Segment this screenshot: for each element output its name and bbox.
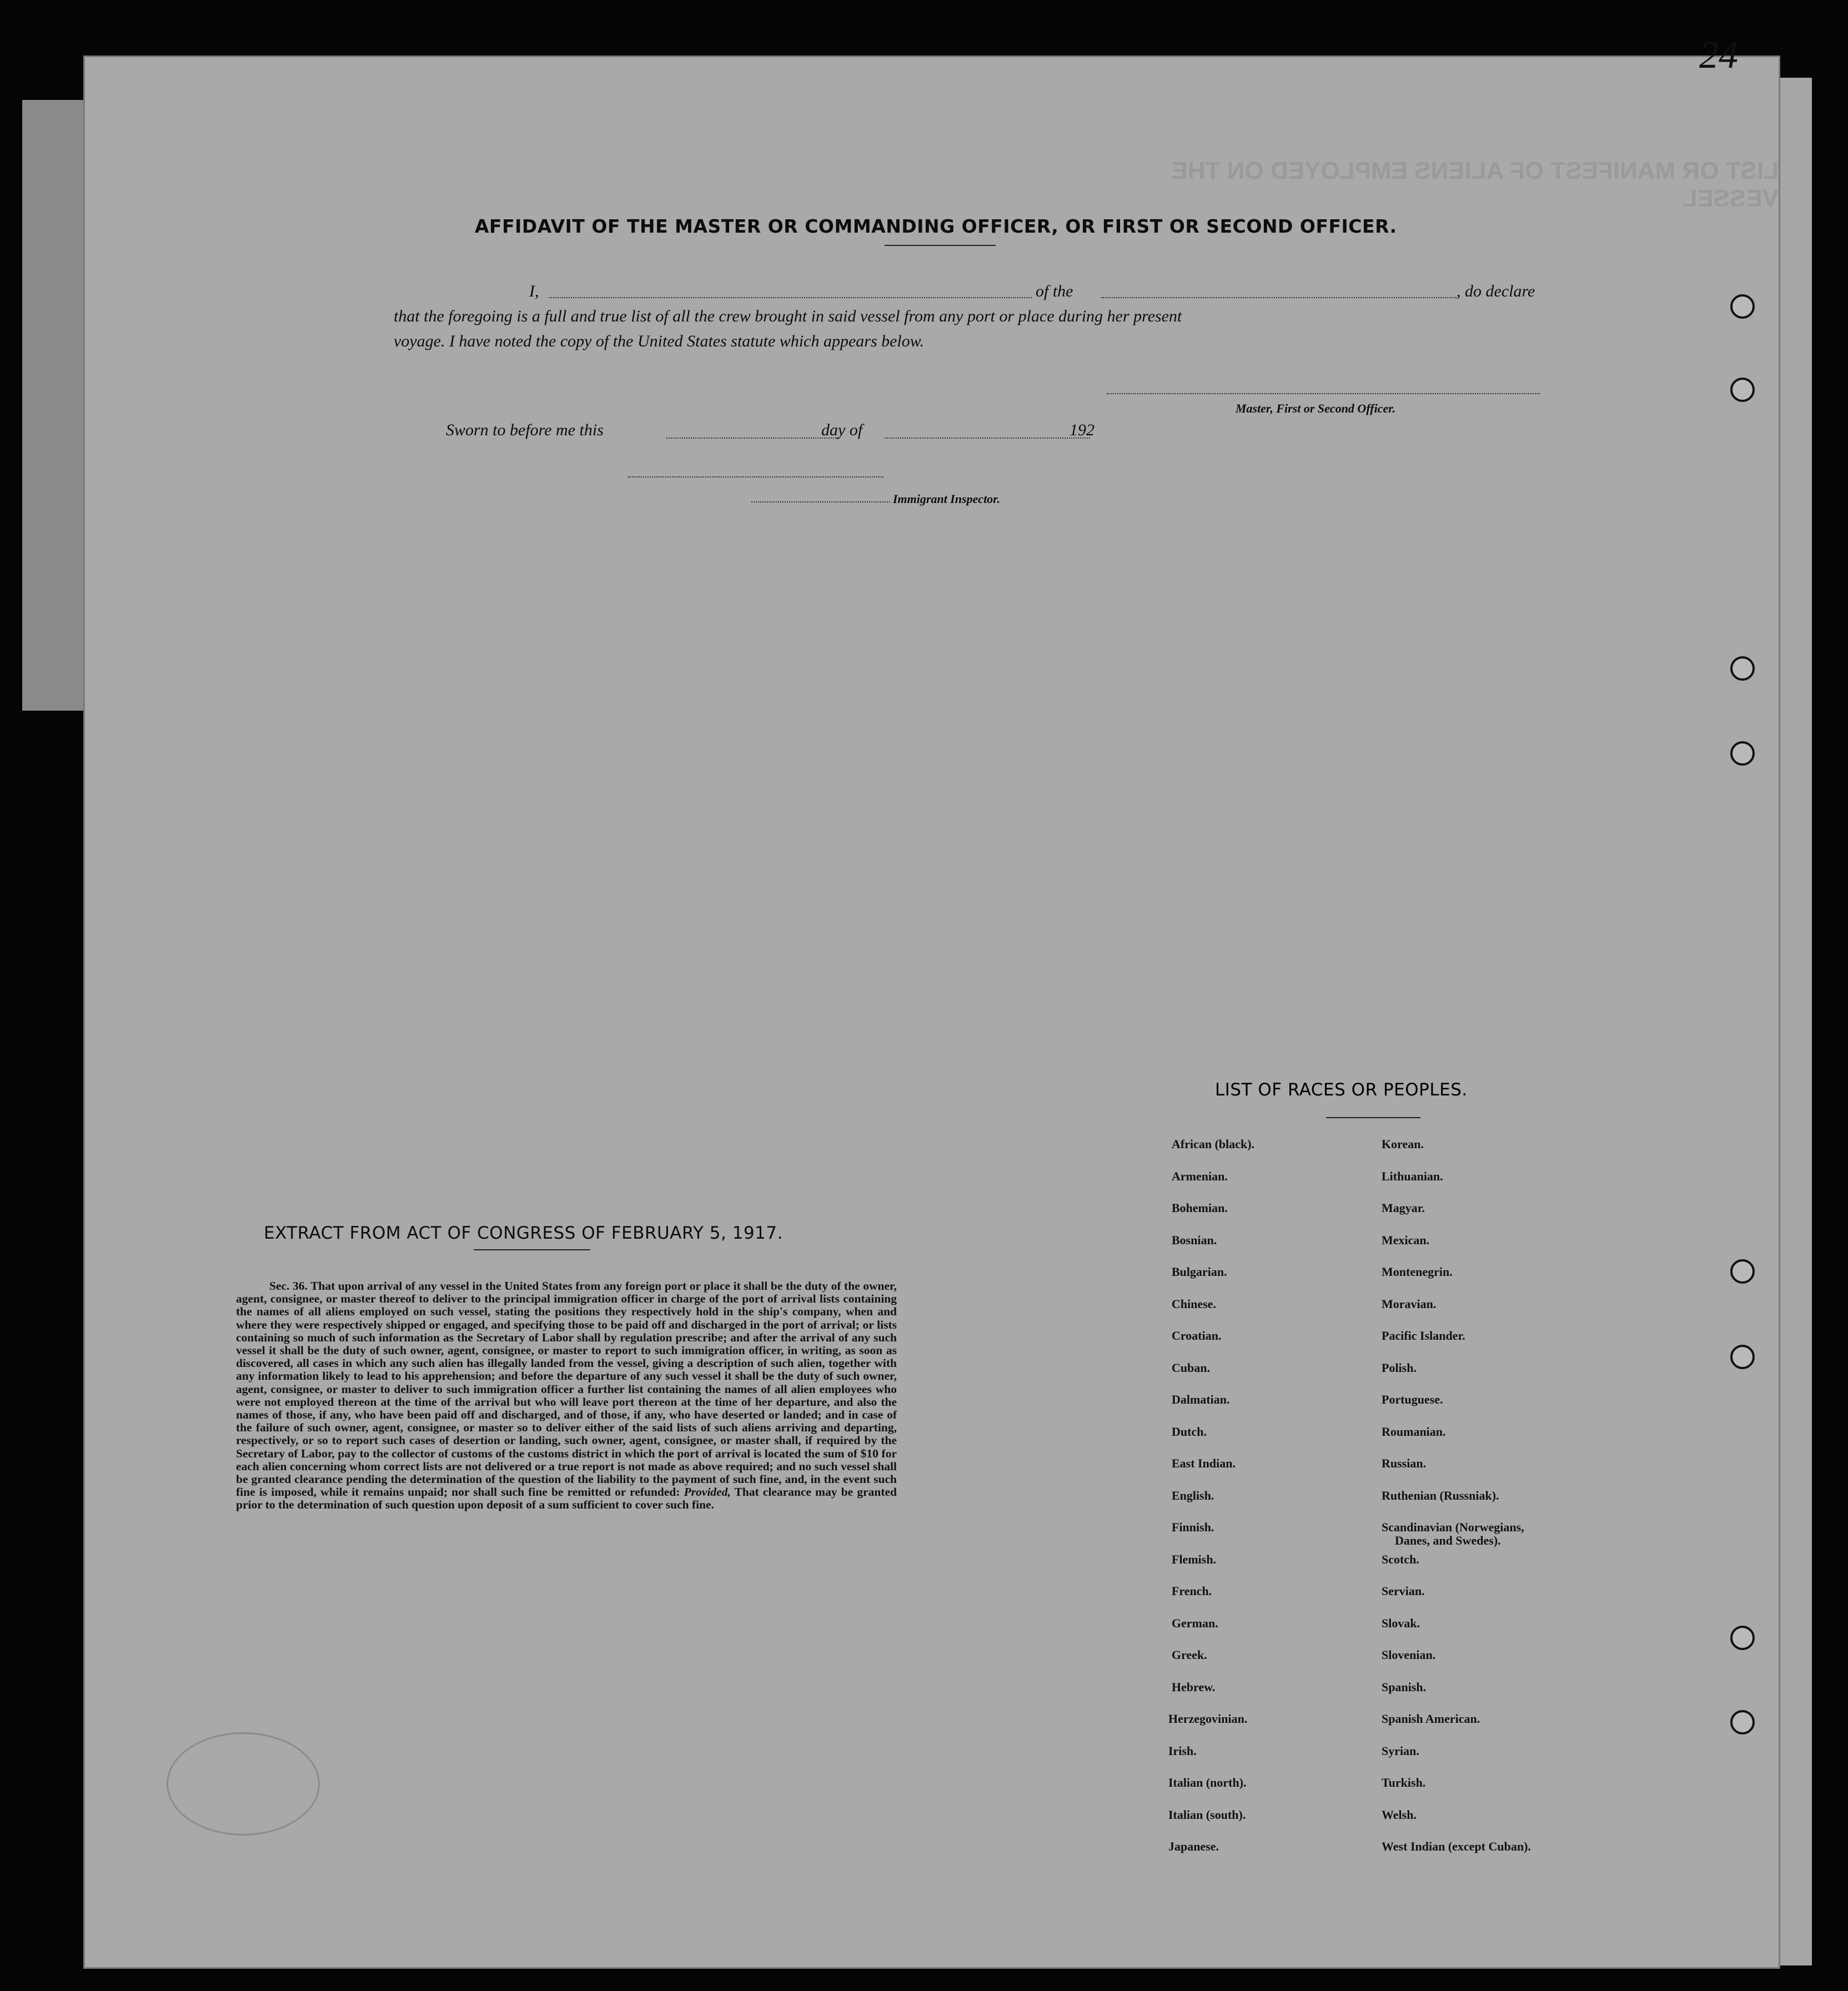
race-item: Korean. (1382, 1137, 1424, 1151)
punch-hole (1730, 1345, 1755, 1369)
race-item: Japanese. (1168, 1839, 1219, 1853)
extract-body (236, 1280, 897, 1512)
race-item: Bohemian. (1172, 1201, 1228, 1215)
inspection-stamp (167, 1732, 320, 1836)
race-item: Bulgarian. (1172, 1265, 1227, 1279)
race-item: Greek. (1172, 1648, 1207, 1662)
sworn-day-field[interactable] (666, 438, 838, 439)
race-item: Dutch. (1172, 1424, 1207, 1439)
race-item: Ruthenian (Russniak). (1382, 1488, 1499, 1502)
punch-hole (1730, 1710, 1755, 1734)
race-item: Hebrew. (1172, 1680, 1216, 1694)
race-item: Russian. (1382, 1456, 1427, 1470)
inspector-label: Immigrant Inspector. (893, 492, 1001, 506)
sworn-prefix: Sworn to before me this (446, 421, 604, 439)
master-signature-field[interactable] (1107, 393, 1540, 394)
affidavit-title: AFFIDAVIT OF THE MASTER OR COMMANDING OFFICER, OR FIRST OR SECOND OFFICER. (475, 215, 1397, 237)
extract-provided: Provided, (684, 1485, 731, 1499)
race-item: Lithuanian. (1382, 1169, 1443, 1183)
race-item: German. (1172, 1616, 1218, 1630)
race-item: Herzegovinian. (1168, 1712, 1248, 1726)
race-item: Italian (south). (1168, 1807, 1246, 1822)
race-item: East Indian. (1172, 1456, 1236, 1470)
race-item: Irish. (1168, 1743, 1197, 1758)
race-item: Magyar. (1382, 1201, 1425, 1215)
extract-title: EXTRACT FROM ACT OF CONGRESS OF FEBRUARY 5, 1917. (264, 1223, 783, 1243)
binding-strip (22, 100, 89, 711)
affidavit-title-rule (885, 245, 996, 246)
punch-hole (1730, 378, 1755, 402)
race-item: Italian (north). (1168, 1776, 1247, 1789)
race-item: Scandinavian (Norwegians, (1382, 1520, 1524, 1534)
race-item: Spanish American. (1382, 1712, 1480, 1726)
race-item: Pacific Islander. (1382, 1329, 1465, 1343)
race-item: Bosnian. (1172, 1233, 1217, 1247)
race-item: Welsh. (1382, 1807, 1417, 1822)
declare-line1-mid: of the (1036, 282, 1073, 300)
punch-hole (1730, 294, 1755, 319)
sworn-year: 192 (1069, 421, 1094, 439)
master-signature-label: Master, First or Second Officer. (1236, 401, 1396, 415)
declare-line2: that the foregoing is a full and true list of all the crew brought in said vessel from any port or place during her present (394, 307, 1182, 325)
race-item: Moravian. (1382, 1296, 1437, 1311)
race-item: Armenian. (1172, 1169, 1228, 1183)
declare-line1-suffix: , do declare (1457, 282, 1535, 300)
inspector-signature-field-upper[interactable] (628, 476, 883, 477)
race-item: Mexican. (1382, 1233, 1430, 1247)
sworn-month-field[interactable] (885, 438, 1090, 439)
race-item: African (black). (1172, 1137, 1255, 1151)
punch-hole (1730, 656, 1755, 681)
races-title: LIST OF RACES OR PEOPLES. (1215, 1080, 1468, 1100)
race-item: Spanish. (1382, 1680, 1427, 1694)
extract-body-text: That upon arrival of any vessel in the United States from any foreign port or place it shall be the duty of the owner, agent, consignee, or master thereof to deliver to the principal immigration officer in charge of the port of arrival lists containing the names of all aliens employed on such vessel, stating the positions they respectively hold in the ship's company, when and where they were respectively shipped or engaged, and specifying those to be paid off and discharged in the port of arrival; or lists containing so much of such information as the Secretary of Labor shall by regulation prescribe; and after the arrival of any such vessel it shall be the duty of such owner, agent, consignee, or master to report to such immigration officer, in writing, as soon as discovered, all cases in which any such alien has illegally landed from the vessel, giving a description of such alien, together with any information likely to lead to his apprehension; and before the departure of any such vessel it shall be the duty of such owner, agent, consignee, or master to deliver to such immigration officer a further list containing the names of all alien employees who were not employed thereon at the time of the arrival but who will leave port thereon at the time of her departure, and also the names of those, if any, who have been paid off and discharged, and of those, if any, who have deserted or landed; and in case of the failure of such owner, agent, consignee, or master so to deliver either of the said lists of such aliens arriving and departing, respectively, or so to report such cases of desertion or landing, such owner, agent, consignee, or master shall, if required by the Secretary of Labor, pay to the collector of customs of the customs district in which the port of arrival is located the sum of $10 for each alien concerning whom correct lists are not delivered or a true report is not made as above required; and no such vessel shall be granted clearance pending the determination of the question of the liability to the payment of such fine, and, in the event such fine is imposed, while it remains unpaid; nor shall such fine be remitted or refunded: (236, 1279, 897, 1499)
race-item: Chinese. (1172, 1296, 1217, 1311)
race-item: English. (1172, 1488, 1214, 1502)
races-title-rule (1326, 1117, 1420, 1118)
race-item: Finnish. (1172, 1520, 1214, 1534)
declare-line1-prefix: I, (529, 282, 539, 300)
race-item: West Indian (except Cuban). (1382, 1839, 1531, 1853)
race-item: Portuguese. (1382, 1392, 1443, 1406)
declare-line3: voyage. I have noted the copy of the United States statute which appears below. (394, 332, 925, 350)
master-name-field[interactable] (549, 297, 1032, 298)
punch-hole (1730, 741, 1755, 766)
race-item: Turkish. (1382, 1776, 1426, 1789)
manifest-page (83, 56, 1780, 1969)
bleed-through-heading: LIST OR MANIFEST OF ALIENS EMPLOYED ON THE VESSEL (1171, 157, 1779, 212)
extract-title-rule (474, 1249, 590, 1250)
race-item: Dalmatian. (1172, 1392, 1230, 1406)
race-item: Flemish. (1172, 1552, 1217, 1566)
vessel-name-field[interactable] (1101, 297, 1457, 298)
race-item: Roumanian. (1382, 1424, 1446, 1439)
sworn-day-of: day of (821, 421, 863, 439)
race-item: Danes, and Swedes). (1395, 1534, 1501, 1547)
race-item: Servian. (1382, 1584, 1425, 1598)
race-item: Slovak. (1382, 1616, 1420, 1630)
page-number: 24 (1699, 34, 1738, 77)
punch-hole (1730, 1259, 1755, 1284)
race-item: Syrian. (1382, 1743, 1419, 1758)
race-item: French. (1172, 1584, 1212, 1598)
inspector-signature-field[interactable] (751, 501, 890, 502)
race-item: Montenegrin. (1382, 1265, 1453, 1279)
punch-hole (1730, 1626, 1755, 1650)
race-item: Cuban. (1172, 1360, 1211, 1375)
race-item: Scotch. (1382, 1552, 1419, 1566)
race-item: Croatian. (1172, 1329, 1222, 1343)
extract-section-number: Sec. 36. (269, 1279, 308, 1293)
extract-tail: That clearance may be granted prior to the determination of such question upon deposit of a sum sufficient to cover such fine. (236, 1485, 897, 1512)
race-item: Slovenian. (1382, 1648, 1436, 1662)
race-item: Polish. (1382, 1360, 1417, 1375)
